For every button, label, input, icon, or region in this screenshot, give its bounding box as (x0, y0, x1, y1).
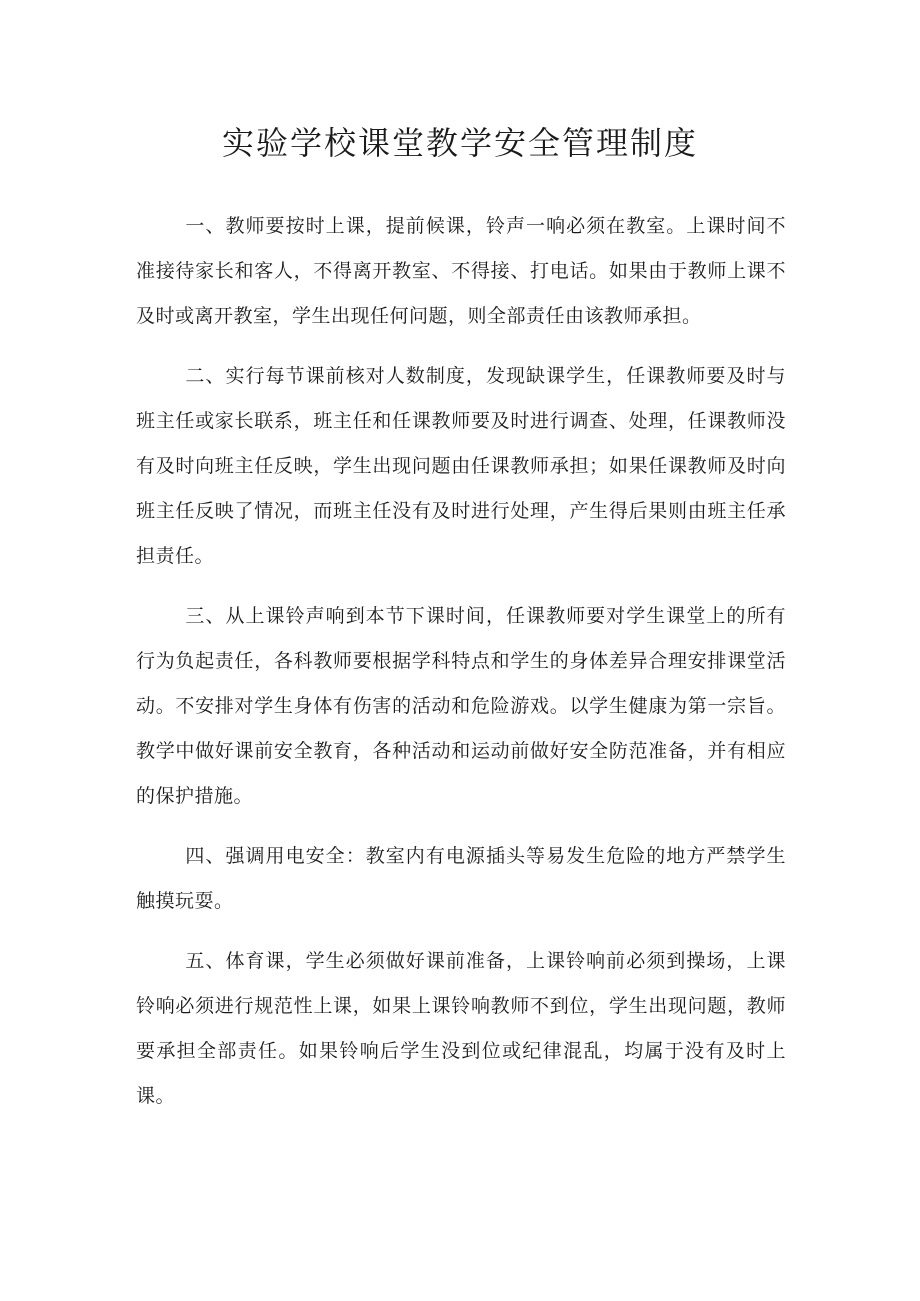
paragraph-1: 一、教师要按时上课，提前候课，铃声一响必须在教室。上课时间不准接待家长和客人，不得离开教室、不得接、打电话。如果由于教师上课不及时或离开教室，学生出现任何问题，则全部责任由该教师承担。 (136, 215, 786, 327)
paragraph-4: 四、强调用电安全：教室内有电源插头等易发生危险的地方严禁学生触摸玩耍。 (136, 845, 786, 912)
paragraph-5: 五、体育课，学生必须做好课前准备，上课铃响前必须到操场，上课铃响必须进行规范性上课，如果上课铃响教师不到位，学生出现问题，教师要承担全部责任。如果铃响后学生没到位或纪律混乱，均属于没有及时上课。 (136, 950, 786, 1107)
document-title: 实验学校课堂教学安全管理制度 (221, 124, 698, 162)
paragraph-3: 三、从上课铃声响到本节下课时间，任课教师要对学生课堂上的所有行为负起责任，各科教师要根据学科特点和学生的身体差异合理安排课堂活动。不安排对学生身体有伤害的活动和危险游戏。以学生健康为第一宗旨。教学中做好课前安全教育，各种活动和运动前做好安全防范准备，并有相应的保护措施。 (136, 605, 786, 807)
document-body (136, 204, 786, 1134)
paragraph-2: 二、实行每节课前核对人数制度，发现缺课学生，任课教师要及时与班主任或家长联系，班主任和任课教师要及时进行调查、处理，任课教师没有及时向班主任反映，学生出现问题由任课教师承担；如果任课教师及时向班主任反映了情况，而班主任没有及时进行处理，产生得后果则由班主任承担责任。 (136, 365, 786, 567)
